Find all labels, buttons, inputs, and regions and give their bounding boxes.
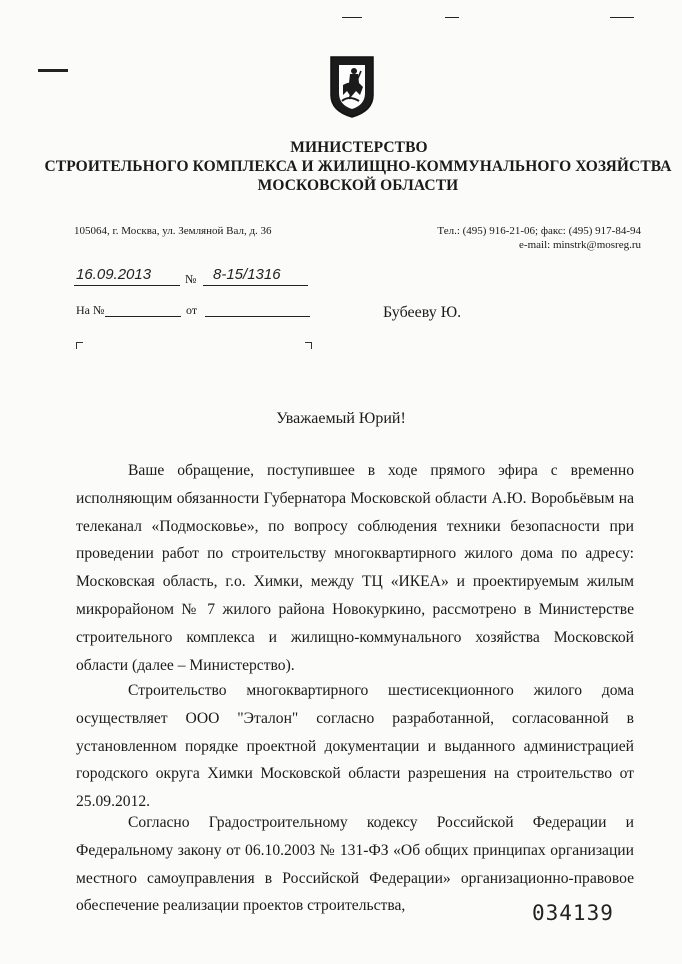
ministry-header-line2: СТРОИТЕЛЬНОГО КОМПЛЕКСА И ЖИЛИЩНО-КОММУНАЛЬНОГО ХОЗЯЙСТВА: [44, 158, 672, 175]
reference-date-line: [205, 316, 310, 317]
scan-mark-top-3: [610, 17, 634, 18]
reference-number-line: [105, 316, 181, 317]
scan-mark-top-1: [342, 17, 362, 18]
ministry-header-line1: МИНИСТЕРСТВО: [290, 139, 428, 156]
body-paragraph-1: Ваше обращение, поступившее в ходе прямого эфира с временно исполняющим обязанности Губернатора Московской области А.Ю. Воробьёвым на телеканал «Подмосковье», по вопросу соблюдения техники безопасности при проведении работ по строительству многоквартирного жилого дома по адресу: Московская область, г.о. Химки, между ТЦ «ИКЕА» и проектируемым жилым микрорайоном № 7 жилого района Новокуркино, рассмотрено в Министерстве строительного комплекса и жилищно-коммунального хозяйства Московской области (далее – Министерство).: [76, 462, 634, 674]
salutation: Уважаемый Юрий!: [276, 410, 406, 427]
reference-number-label: На №: [76, 303, 105, 317]
address-field-corner-right: [305, 342, 312, 349]
address-field-corner-left: [76, 342, 83, 349]
moscow-region-coat-of-arms-icon: [329, 55, 375, 119]
recipient-name: Бубееву Ю.: [383, 304, 462, 321]
incoming-stamp-number: 034139: [532, 901, 614, 925]
registration-date: 16.09.2013: [76, 266, 152, 283]
reference-date-label: от: [186, 303, 198, 317]
ministry-header-line3: МОСКОВСКОЙ ОБЛАСТИ: [257, 177, 459, 194]
registration-number-label: №: [185, 272, 197, 286]
ministry-address: 105064, г. Москва, ул. Земляной Вал, д. 36: [74, 225, 272, 237]
registration-number: 8-15/1316: [213, 266, 281, 283]
body-paragraph-2: Строительство многоквартирного шестисекционного жилого дома осуществляет ООО "Эталон" согласно разработанной, согласованной в установленном порядке проектной документации и выданного администрацией городского округа Химки Московской области разрешения на строительство от 25.09.2012.: [76, 682, 634, 811]
scan-mark-left: [38, 69, 68, 72]
registration-date-line: [74, 285, 180, 286]
ministry-email: e-mail: minstrk@mosreg.ru: [519, 239, 641, 251]
scan-mark-top-2: [445, 17, 459, 18]
registration-number-line: [203, 285, 308, 286]
body-paragraph-3: Согласно Градостроительному кодексу Российской Федерации и Федеральному закону от 06.10.2003 № 131-ФЗ «Об общих принципах организации местного самоуправления в Российской Федерации» организационно-правовое обеспечение реализации проектов строительства,: [76, 814, 634, 915]
ministry-phone: Тел.: (495) 916-21-06; факс: (495) 917-84-94: [437, 225, 641, 237]
